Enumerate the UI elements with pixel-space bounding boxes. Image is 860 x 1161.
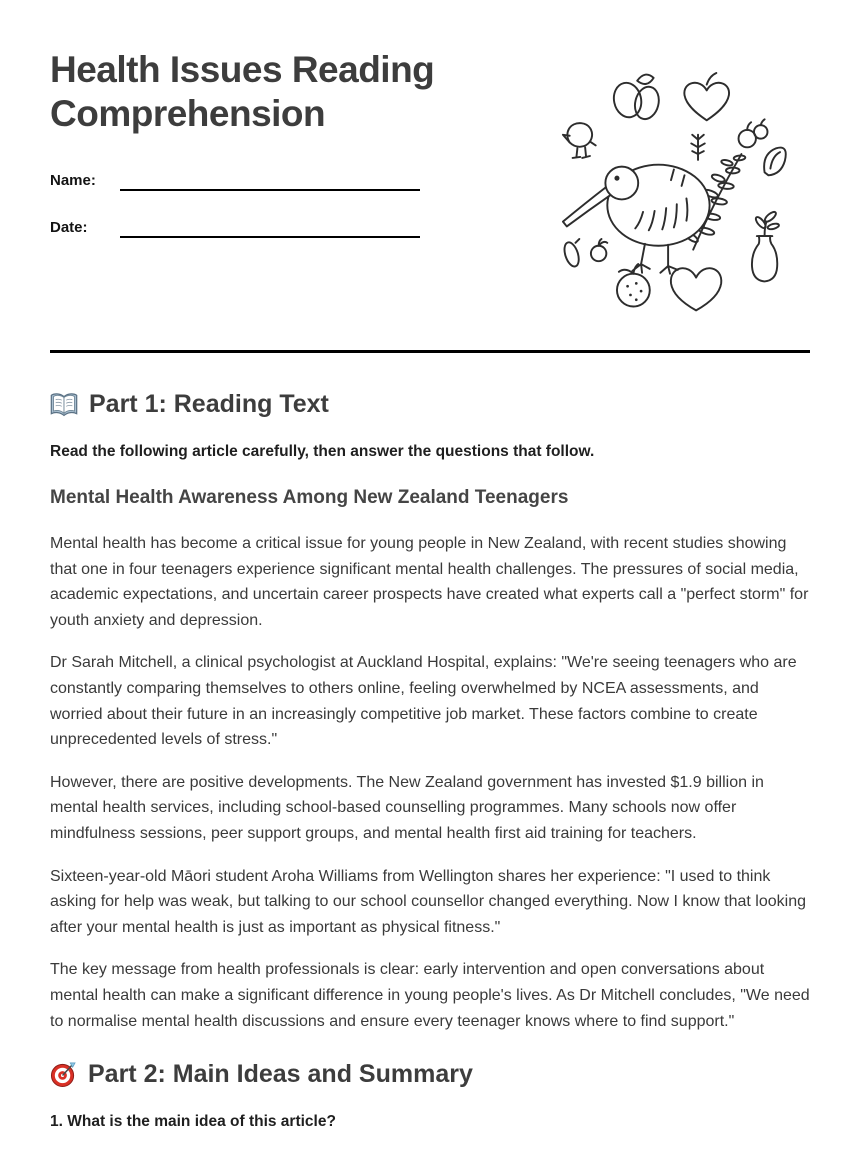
header-text-block (50, 48, 535, 259)
article-paragraph-3: However, there are positive developments. The New Zealand government has invested $1.9 billion in mental health services, including school-based counselling programmes. Many schools now offer mindfulness sessions, peer support groups, and mental health first aid training for teachers. (50, 773, 764, 842)
page-title: Health Issues Reading Comprehension (50, 49, 435, 134)
section-divider (50, 350, 810, 353)
article-paragraph-5: The key message from health professionals is clear: early intervention and open conversations about mental health can make a significant difference in young people's lives. As Dr Mitchell concludes, "We need to normalise mental health discussions and ensure every teenager knows where to find support." (50, 961, 810, 1030)
date-input-line[interactable] (120, 218, 420, 238)
pod-icon (764, 148, 786, 176)
name-input-line[interactable] (120, 171, 420, 191)
part2-section (50, 1060, 810, 1131)
tiny-apple-icon (591, 239, 607, 261)
vase-icon (752, 210, 780, 281)
article-paragraph-1: Mental health has become a critical issue for young people in New Zealand, with recent studies showing that one in four teenagers experience significant mental health challenges. The pressures of social media, academic expectations, and uncertain career prospects have created what experts call a "perfect storm" for youth anxiety and depression. (50, 535, 809, 629)
part2-heading-label: Part 2: Main Ideas and Summary (88, 1060, 473, 1089)
instruction-text: Read the following article carefully, then answer the questions that follow. (50, 443, 595, 460)
small-pod-icon (562, 239, 582, 268)
article-paragraph-4: Sixteen-year-old Māori student Aroha Williams from Wellington shares her experience: "I used to think asking for help was weak, but talking to our school counsellor changed everything. Now I know that looking after your mental health is just as important as physical fitness." (50, 867, 806, 936)
feijoa-fruit-icon (611, 75, 662, 122)
heart-apple-icon (684, 73, 729, 120)
part1-section (50, 390, 810, 1034)
date-field-row (50, 212, 535, 238)
question-1: 1. What is the main idea of this article? (50, 1113, 336, 1131)
dart-target-icon (50, 1061, 77, 1088)
date-label: Date: (50, 219, 88, 237)
part1-heading (50, 390, 810, 419)
open-book-icon (50, 392, 78, 417)
illustration-container (535, 48, 810, 321)
part2-heading (50, 1060, 810, 1089)
worksheet-header (50, 48, 810, 321)
part1-heading-label: Part 1: Reading Text (89, 390, 329, 418)
strawberry-icon (617, 264, 650, 306)
article-title: Mental Health Awareness Among New Zealand Teenagers (50, 487, 569, 508)
article-paragraph-2: Dr Sarah Mitchell, a clinical psychologist at Auckland Hospital, explains: "We're seeing teenagers who are constantly comparing themselves to others online, feeling overwhelmed by NCEA assessments, and worried about their future in an increasingly competitive job market. These factors combine to create unprecedented levels of stress." (50, 654, 797, 749)
name-field-row (50, 165, 535, 191)
sprig-icon (691, 135, 705, 160)
name-label: Name: (50, 172, 96, 190)
apples-icon (739, 119, 768, 147)
small-bird-icon (563, 123, 596, 158)
kiwi-bird-icon (563, 165, 710, 274)
big-heart-icon (671, 268, 721, 310)
kiwi-doodle-illustration (535, 46, 807, 321)
